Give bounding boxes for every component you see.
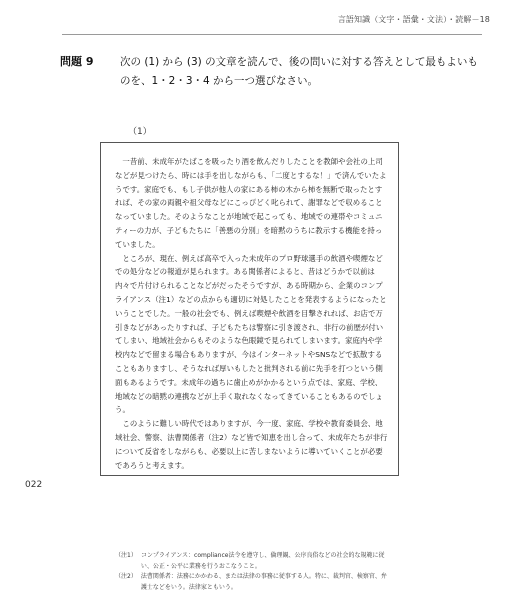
passage-body <box>115 155 389 472</box>
passage-paragraph-1: 一昔前、未成年がたばこを吸ったり酒を飲んだりしたことを教師や会社の上司などが見つけたら、時には手を出しながらも、「二度とするな！」で済んでいたようです。家庭でも、もし子供が他人の家にある柿の木から柿を無断で取ったとすれば、その家の両親や祖父母などにこっぴどく叱られて、謝罪などで収めることなっていました。そのようなことが地域で起こっても、地域での連帯やコミュニティーの力が、子どもたちに「善悪の分別」を暗黙のうちに教示する機能を持っていました。 <box>115 157 387 249</box>
problem-instruction: 次の (1) から (3) の文章を読んで、後の問いに対する答えとして最もよいものを、1・2・3・4 から一つ選びなさい。 <box>120 56 478 87</box>
reading-passage <box>100 142 399 591</box>
running-header: 言語知識（文字・語彙・文法）・読解－18 <box>337 15 490 24</box>
note-2-text: 法曹関係者：法務にかかわる、または法律の事務に従事する人。特に、裁判官、検察官、弁護士などをいう。法律家ともいう。 <box>140 573 387 591</box>
passage-number: （1） <box>128 127 152 137</box>
passage-notes <box>115 551 389 593</box>
passage-paragraph-2: ところが、現在、例えば高卒で入った未成年のプロ野球選手の飲酒や喫煙などでの処分などの報道が見られます。ある関係者によると、昔はどうかで以前は内々で片付けられることなどがだったそうですが、ある時期から、企業のコンプライアンス（注1）などの点からも適切に対処したことを発表するようになったということでした。一般の社会でも、例えば喫煙や飲酒を目撃されれば、お店で万引きなどがあったりすれば、子どもたちは警察に引き渡され、非行の前歴が付いてしまい、地域社会からもそのような色眼鏡で見られてしまいます。家庭内や学校内などで留まる場合もありますが、今はインターネットやSNSなどで拡散することもありますし、そうなれば厚いもしたと批判される前に先手を打つという側面もあるようです。未成年の過ちに歯止めがかかるという点では、家庭、学校、地域などの暗黙の連携などが上手く取れなくなってきていることもあるのでしょう。 <box>115 253 387 415</box>
header-divider <box>62 34 482 35</box>
note-1-marker: （注1） <box>115 552 137 559</box>
note-2 <box>115 572 389 593</box>
note-2-marker: （注2） <box>115 573 137 580</box>
note-1-text: コンプライアンス：compliance法令を遵守し、倫理観、公序良俗などの社会的な規範に従い、公正・公平に業務を行うおこなうこと。 <box>140 552 385 570</box>
page-number: 022 <box>25 480 43 490</box>
passage-paragraph-3: このように難しい時代ではありますが、今一度、家庭、学校や教育委員会、地域社会、警察、法曹関係者（注2）など皆で知恵を出し合って、未成年たちが非行について反省をしながらも、必要以上に苦しまないように導いていくことが必要であろうと考えます。 <box>115 419 388 470</box>
note-1 <box>115 551 389 572</box>
problem-label: 問題 9 <box>60 55 94 68</box>
